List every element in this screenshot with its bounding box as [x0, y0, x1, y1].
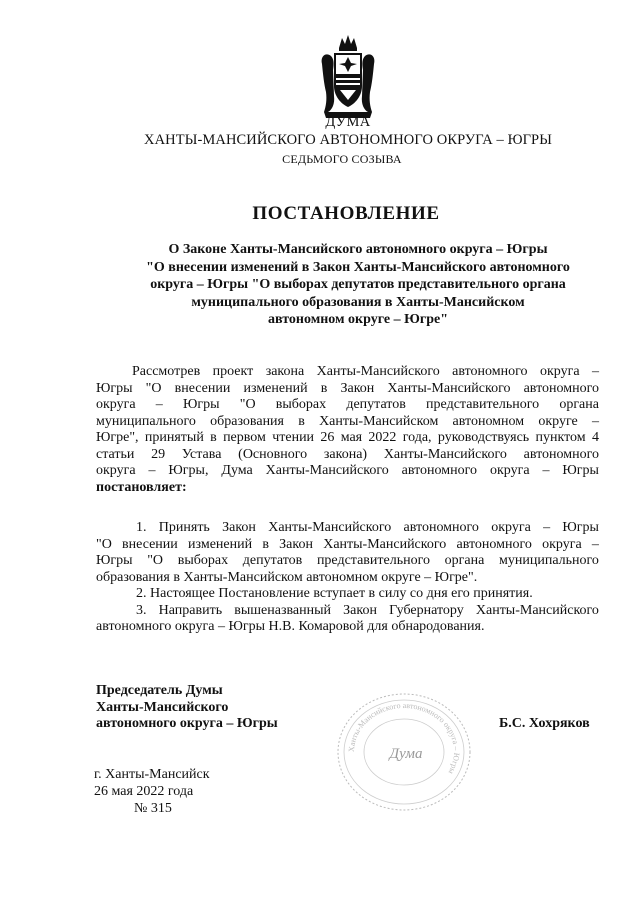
word: изменений — [188, 536, 253, 552]
word: Ханты-Мансийском — [319, 413, 439, 429]
word: проект — [212, 364, 254, 379]
word: – — [542, 463, 550, 478]
word: в — [262, 536, 269, 552]
word: изменений — [243, 380, 308, 396]
subject-line: округа – Югры "О выборах депутатов представительного органа — [150, 277, 566, 292]
word: выборах — [177, 553, 229, 568]
word: органа — [559, 397, 599, 412]
duma-title: ДУМА — [325, 114, 371, 130]
document-subject — [108, 241, 608, 329]
word: 2022 — [368, 430, 397, 445]
preamble-paragraph — [96, 364, 599, 496]
word: чтении — [272, 430, 315, 445]
signatory-name: Б.С. Хохряков — [499, 716, 590, 731]
word: Устава — [181, 446, 222, 462]
word: муниципального — [96, 413, 196, 429]
word: внесении — [174, 380, 231, 396]
word: муниципального — [499, 553, 599, 568]
subject-line: автономном округе – Югре" — [267, 312, 449, 327]
word: округа — [539, 364, 580, 379]
word: 1. — [136, 520, 147, 535]
word: округа — [489, 463, 530, 478]
resolution-points — [96, 520, 599, 636]
seal-center-text: Дума — [389, 746, 423, 762]
word: выборах — [275, 397, 327, 412]
word: Закон — [343, 602, 377, 618]
preamble-line — [96, 381, 599, 398]
word: "О — [147, 553, 164, 568]
preamble-line — [96, 463, 599, 480]
subject-line: муниципального образования в Ханты-Мансийском — [191, 294, 525, 310]
word: Югры — [562, 463, 599, 478]
document-type-title: ПОСТАНОВЛЕНИЕ — [252, 203, 440, 224]
word: (Основного — [238, 446, 308, 462]
point-line — [96, 553, 599, 570]
word: закона — [265, 364, 305, 379]
word: Ханты-Мансийского — [265, 463, 389, 478]
word: – — [148, 463, 156, 478]
word: Направить — [158, 602, 223, 618]
word: Губернатору — [389, 602, 464, 618]
word: "О — [96, 536, 112, 552]
coat-of-arms-icon — [318, 34, 378, 120]
word: Югры, — [168, 463, 209, 478]
word: руководствуясь — [437, 430, 530, 445]
preamble-line — [96, 447, 599, 464]
word: округа — [96, 397, 136, 412]
word: автономного — [523, 446, 599, 462]
word: Рассмотрев — [132, 364, 201, 379]
document-date: 26 мая 2022 года — [94, 784, 194, 799]
word: округа — [542, 536, 582, 552]
word: представительного — [316, 553, 430, 568]
preamble-line — [96, 414, 599, 431]
word: вышеназванный — [234, 602, 332, 618]
subject-line: О Законе Ханты-Мансийского автономного округа – Югры — [168, 242, 548, 257]
word: депутатов — [346, 397, 406, 412]
preamble-line — [96, 397, 599, 414]
word: мая — [340, 430, 363, 445]
preamble-resolves: постановляет: — [96, 479, 187, 495]
word: статьи — [96, 446, 135, 462]
word: "О — [145, 380, 162, 396]
word: 3. — [136, 602, 147, 618]
word: автономного — [403, 520, 479, 535]
word: пунктом — [535, 430, 586, 445]
word: Югры — [96, 553, 133, 568]
word: Югры — [562, 520, 599, 535]
position-line: Ханты-Мансийского — [96, 699, 229, 715]
position-line: Председатель Думы — [96, 683, 223, 698]
word: Закон — [340, 380, 375, 396]
point-line — [96, 537, 599, 554]
word: округа — [491, 520, 531, 535]
place-city: г. Ханты-Мансийск — [94, 767, 210, 782]
word: – — [591, 364, 599, 379]
word: Югры — [96, 380, 133, 396]
word: автономного — [523, 380, 599, 396]
word: депутатов — [242, 553, 303, 568]
word: 29 — [151, 446, 166, 462]
word: образования — [210, 413, 284, 429]
word: Принять — [158, 520, 210, 535]
subject-line: "О внесении изменений в Закон Ханты-Мансийского автономного — [146, 259, 570, 275]
okrug-title: ХАНТЫ-МАНСИЙСКОГО АВТОНОМНОГО ОКРУГА – ЮГРЫ — [144, 132, 552, 148]
position-line: автономного округа – Югры — [96, 716, 278, 731]
word: автономном — [452, 413, 525, 429]
word: Ханты-Мансийского — [387, 380, 511, 396]
convocation-title: СЕДЬМОГО СОЗЫВА — [282, 152, 402, 166]
seal-ring-text: Ханты-Мансийского автономного округа – Югры — [346, 700, 462, 776]
word: – — [543, 520, 551, 535]
word: органа — [444, 553, 485, 568]
word: Ханты-Мансийского — [268, 520, 392, 535]
word: Ханты-Мансийского — [475, 602, 599, 618]
preamble-line — [96, 364, 599, 381]
place-date-block — [94, 766, 210, 817]
word: автономного — [456, 536, 532, 552]
word: принятый — [144, 430, 204, 445]
word: – — [155, 397, 163, 412]
word: закона) — [323, 446, 368, 462]
word: года, — [402, 430, 432, 445]
word: округа — [96, 463, 136, 478]
word: внесении — [122, 536, 178, 552]
signatory-position — [96, 683, 278, 733]
point-line — [96, 520, 599, 537]
point-line: 2. Настоящее Постановление вступает в силу со дня его принятия. — [136, 586, 533, 601]
point-line: образования в Ханты-Мансийском автономном округе – Югре". — [96, 569, 478, 585]
word: в — [210, 430, 217, 445]
word: Ханты-Мансийского — [383, 446, 507, 462]
word: Закон — [222, 520, 256, 535]
word: Ханты-Мансийского — [316, 364, 440, 379]
word: в — [298, 413, 305, 429]
official-seal-stamp — [329, 688, 479, 816]
word: автономного — [452, 364, 528, 379]
point-line: автономного округа – Югры Н.В. Комаровой для обнародования. — [96, 619, 485, 634]
word: автономного — [401, 463, 478, 478]
word: первом — [223, 430, 266, 445]
word: – — [591, 536, 599, 552]
word: округе — [538, 413, 578, 429]
word: "О — [239, 397, 256, 412]
word: 26 — [320, 430, 335, 445]
word: 4 — [591, 430, 599, 445]
document-number: № 315 — [134, 801, 172, 816]
word: Ханты-Мансийского — [323, 536, 447, 552]
point-line — [96, 603, 599, 620]
word: Закон — [279, 536, 313, 552]
preamble-line — [96, 430, 599, 447]
word: представительного — [426, 397, 540, 412]
word: – — [591, 413, 599, 429]
word: Югры — [182, 397, 220, 412]
word: в — [320, 380, 328, 396]
word: Дума — [221, 463, 253, 478]
word: Югре", — [96, 430, 139, 445]
